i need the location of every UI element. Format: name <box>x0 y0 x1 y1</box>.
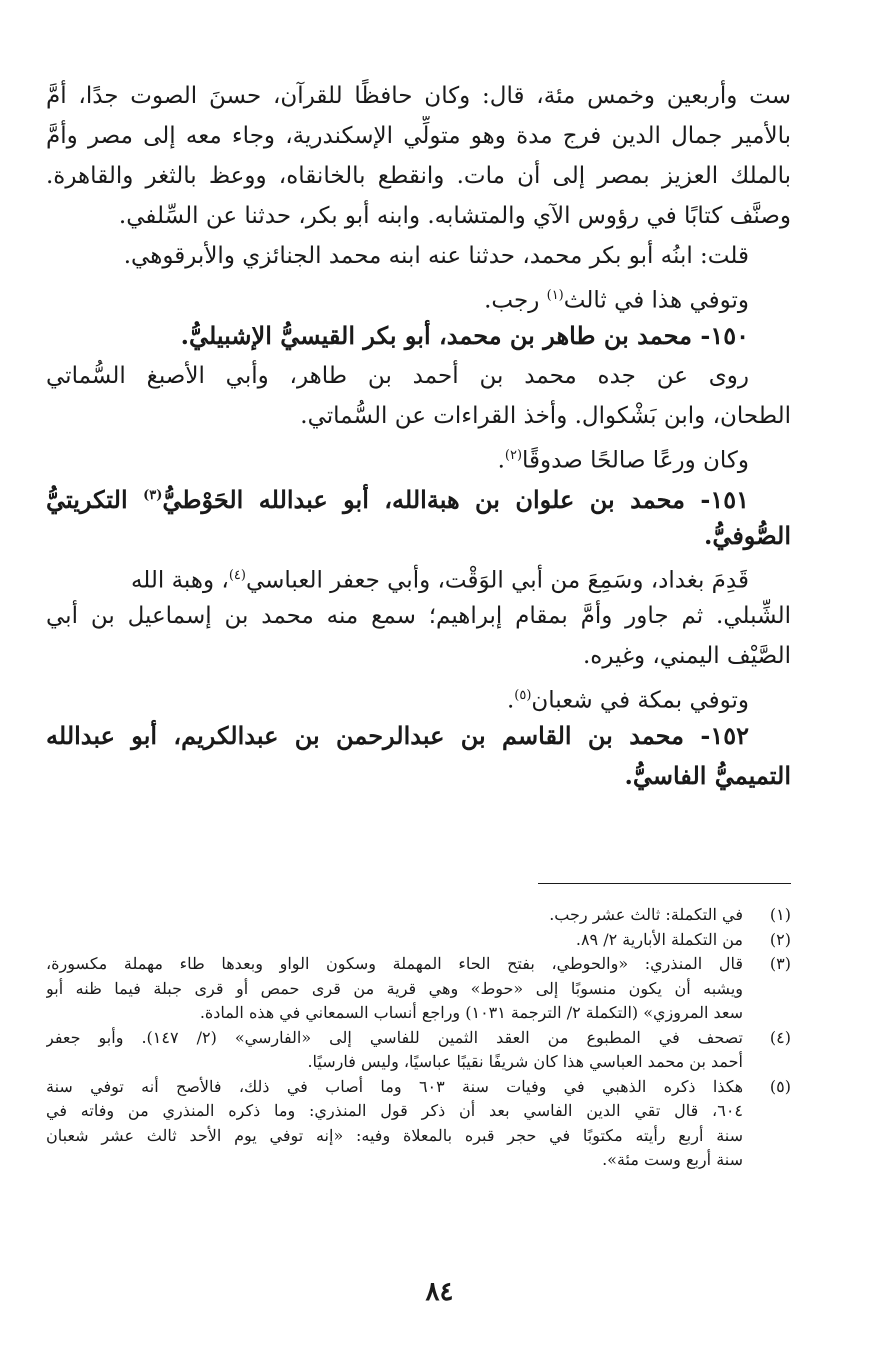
footnotes <box>46 903 791 1173</box>
entry-heading-151 <box>46 476 791 516</box>
footnote-divider <box>538 883 791 884</box>
footnote-4 <box>46 1026 791 1075</box>
text-line: بالملك العزيز بمصر إلى أن مات. وانقطع بالخانقاه، ووعظ بالثغر والقاهرة. <box>46 163 791 189</box>
footnote-ref-1: (١) <box>546 288 564 303</box>
footnote-number: (٣) <box>769 954 791 973</box>
text-line: الصَّيْف اليمني، وغيره. <box>582 643 791 669</box>
footnote-ref-4: (٤) <box>228 568 246 583</box>
text-line: الطحان، وابن بَشْكوال. وأخذ القراءات عن السُّماتي. <box>300 403 791 429</box>
text-line: قلت: ابنُه أبو بكر محمد، حدثنا عنه ابنه محمد الجنائزي والأبرقوهي. <box>123 243 749 269</box>
footnote-line: في التكملة: ثالث عشر رجب. <box>549 905 743 924</box>
entry-heading-152-cont: التميميُّ الفاسيُّ. <box>624 761 791 790</box>
footnote-number: (١) <box>769 905 791 924</box>
page-number: ٨٤ <box>425 1277 454 1307</box>
entry-heading-151-cont: الصُّوفيُّ. <box>703 521 791 550</box>
footnote-ref-3: (٣) <box>143 488 163 503</box>
text-line: بالأمير جمال الدين فرج مدة وهو متولِّي الإسكندرية، وجاء معه إلى مصر وأمَّ <box>46 123 791 149</box>
text-line <box>46 556 791 596</box>
text-span: وتوفي هذا في ثالث <box>563 287 749 314</box>
footnote-line: هكذا ذكره الذهبي في وفيات سنة ٦٠٣ وما أصاب في ذلك، فالأصح أنه توفي سنة <box>46 1076 743 1096</box>
text-span: رجب. <box>484 287 547 314</box>
text-span: ، وهبة الله <box>130 567 229 594</box>
text-span: قَدِمَ بغداد، وسَمِعَ من أبي الوَقْت، وأبي جعفر العباسي <box>245 567 749 594</box>
footnote-line: ويشبه أن يكون منسوبًا إلى «حوط» وهي قرية من قرى حمص أو قرى جبلة فيما ظنه أبو <box>46 978 743 998</box>
footnote-line: ٦٠٤، قال تقي الدين الفاسي بعد أن ذكر قول المنذري: وما ذكره المنذري من وفاته في <box>46 1101 743 1120</box>
text-span: . <box>506 687 515 714</box>
footnote-line: تصحف في المطبوع من العقد الثمين للفاسي إلى «الفارسي» (٢/ ١٤٧). وأبو جعفر <box>46 1027 743 1047</box>
main-text <box>46 76 791 796</box>
footnote-line: أحمد بن محمد العباسي هذا كان شريفًا نقيبًا عباسيًا، وليس فارسيًا. <box>307 1052 743 1071</box>
footnote-number: (٤) <box>769 1027 791 1047</box>
text-span: ١٥١- محمد بن علوان بن هبةالله، أبو عبدالله الحَوْطيُّ <box>162 485 749 514</box>
footnote-3 <box>46 952 791 1026</box>
text-line <box>46 276 791 316</box>
footnote-5 <box>46 1075 791 1173</box>
text-line: وصنَّف كتابًا في رؤوس الآي والمتشابه. وابنه أبو بكر، حدثنا عن السِّلفي. <box>118 203 791 229</box>
footnote-2 <box>46 928 791 953</box>
footnote-1 <box>46 903 791 928</box>
entry-heading-152: ١٥٢- محمد بن القاسم بن عبدالرحمن بن عبدالكريم، أبو عبدالله <box>46 721 749 750</box>
footnote-number: (٥) <box>769 1076 791 1096</box>
footnote-line: سنة أربع وست مئة». <box>602 1150 743 1169</box>
text-line <box>46 676 791 716</box>
text-line <box>46 436 791 476</box>
text-span: التكريتيُّ <box>46 485 144 514</box>
footnote-ref-2: (٢) <box>504 448 523 463</box>
footnote-ref-5: (٥) <box>514 688 532 703</box>
text-line: ست وأربعين وخمس مئة، قال: وكان حافظًا للقرآن، حسنَ الصوت جدًا، أمَّ <box>46 83 791 109</box>
footnote-line: قال المنذري: «والحوطي، بفتح الحاء المهملة وسكون الواو وبعدها طاء مهملة مكسورة، <box>46 954 743 973</box>
text-span: . <box>497 447 505 474</box>
footnote-line: سعد المروزي» (التكملة ٢/ الترجمة ١٠٣١) وراجع أنساب السمعاني في هذه المادة. <box>199 1003 743 1022</box>
footnote-line: من التكملة الأبارية ٢/ ٨٩. <box>575 929 743 949</box>
text-span: وكان ورعًا صالحًا صدوقًا <box>522 447 749 474</box>
text-span: وتوفي بمكة في شعبان <box>531 687 749 714</box>
footnote-number: (٢) <box>769 929 791 949</box>
text-line: روى عن جده محمد بن أحمد بن طاهر، وأبي الأصبغ السُّماتي <box>46 363 749 389</box>
text-line: الشِّبلي. ثم جاور وأمَّ بمقام إبراهيم؛ سمع منه محمد بن إسماعيل بن أبي <box>46 603 791 629</box>
footnote-line: سنة أربع رأيته مكتوبًا في حجر قبره بالمعلاة وفيه: «إنه توفي يوم الأحد ثالث عشر شعبان <box>46 1125 743 1145</box>
entry-heading-150: ١٥٠- محمد بن طاهر بن محمد، أبو بكر القيسيُّ الإشبيليُّ. <box>180 321 749 350</box>
